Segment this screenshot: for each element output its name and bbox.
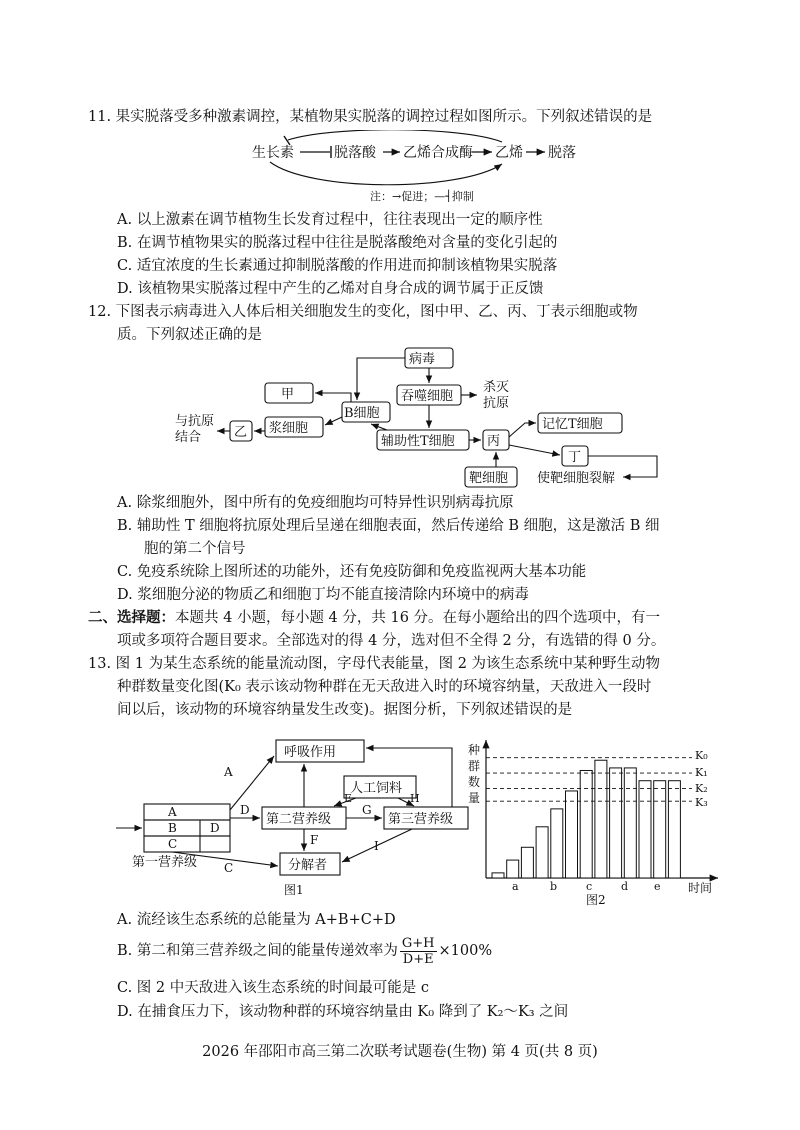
fig1-arrow-f: F: [310, 833, 319, 847]
fraction-numerator: G+H: [401, 935, 435, 951]
fig2-tick-e: e: [654, 880, 661, 893]
fig2-tick-a: a: [512, 880, 519, 893]
q11-option-c: C. 适宜浓度的生长素通过抑制脱落酸的作用进而抑制该植物果实脱落: [117, 258, 558, 274]
q13-option-b-pre: B. 第二和第三营养级之间的能量传递效率为: [117, 943, 398, 959]
fig2-bar: [566, 791, 578, 878]
q12-virus: 病毒: [409, 352, 436, 367]
q13-stem-line2: 种群数量变化图(K₀ 表示该动物种群在无天敌进入时的环境容纳量，天敌进入一段时: [117, 679, 652, 695]
fig1-caption: 图1: [284, 883, 304, 897]
q11-option-d: D. 该植物果实脱落过程中产生的乙烯对自身合成的调节属于正反馈: [117, 281, 544, 297]
q13-option-b: [117, 935, 492, 967]
q13-option-b-post: ×100%: [438, 943, 493, 959]
q13-stem-line3: 间以后，该动物的环境容纳量发生改变)。据图分析，下列叙述错误的是: [117, 702, 573, 718]
q12-ding: 丁: [568, 450, 582, 465]
fig1-respiration: 呼吸作用: [284, 745, 337, 760]
q12-helper-t: 辅助性T细胞: [381, 434, 455, 449]
q12-option-d: D. 浆细胞分泌的物质乙和细胞丁均不能直接清除内环境中的病毒: [117, 587, 529, 603]
fig2-bar: [507, 860, 519, 878]
fig2-tick-d: d: [621, 880, 629, 893]
fig1-third-level: 第三营养级: [388, 812, 454, 827]
fraction-denominator: D+E: [402, 951, 434, 967]
fig1-artificial-feed: 人工饲料: [350, 781, 403, 796]
q13-figure1: [112, 732, 472, 908]
q12-kill-text2: 抗原: [483, 396, 510, 411]
q12-stem-line1: 12. 下图表示病毒进入人体后相关细胞发生的变化，图中甲、乙、丙、丁表示细胞或物: [88, 304, 638, 320]
fig2-k2: K₂: [695, 782, 708, 795]
fig1-arrow-g: G: [362, 803, 372, 817]
q12-diagram: [165, 345, 665, 490]
q13-stem-line1: 13. 图 1 为某生态系统的能量流动图，字母代表能量，图 2 为该生态系统中某种野生动物: [88, 656, 661, 672]
q12-bind-text2: 结合: [175, 430, 202, 445]
q13-option-a: A. 流经该生态系统的总能量为 A+B+C+D: [117, 912, 396, 928]
fig2-bar: [668, 781, 680, 878]
fig1-label-b-box: B: [168, 821, 177, 835]
fig1-arrow-i: I: [374, 839, 379, 853]
q13-figure2: [466, 734, 724, 906]
fig1-second-level: 第二营养级: [266, 812, 332, 827]
q12-option-b-cont: 胞的第二个信号: [144, 541, 246, 557]
q11-node-aba: 脱落酸: [334, 145, 376, 161]
q12-plasma-cell: 浆细胞: [269, 421, 309, 436]
fig2-caption: 图2: [586, 893, 606, 906]
q12-stem-line2: 质。下列叙述正确的是: [117, 327, 262, 343]
q12-bing: 丙: [487, 434, 501, 449]
fig2-bar: [595, 760, 607, 878]
fig1-arrow-h: H: [410, 792, 420, 805]
section2-line1: [88, 608, 660, 628]
fig2-k1: K₁: [695, 766, 708, 779]
q12-target-cell: 靶细胞: [469, 471, 509, 486]
fig2-xlabel: 时间: [688, 881, 713, 895]
fig1-label-c-box: C: [168, 837, 178, 851]
fig2-ylabel-2: 群: [468, 759, 481, 773]
q11-diagram: [240, 130, 600, 202]
fig1-arrow-a: A: [224, 765, 233, 779]
q12-option-a: A. 除浆细胞外，图中所有的免疫细胞均可特异性识别病毒抗原: [117, 495, 514, 511]
fig2-bar: [492, 873, 504, 878]
q12-bind-text1: 与抗原: [175, 414, 215, 429]
q13-option-d: D. 在捕食压力下，该动物种群的环境容纳量由 K₀ 降到了 K₂～K₃ 之间: [117, 1004, 569, 1020]
q12-option-b: B. 辅助性 T 细胞将抗原处理后呈递在细胞表面，然后传递给 B 细胞，这是激活 B 细: [117, 518, 660, 534]
q12-jia: 甲: [281, 387, 295, 402]
q11-legend-note: 注：→促进；—┤抑制: [370, 190, 474, 202]
fig2-tick-b: b: [550, 880, 558, 893]
section2-title: 二、选择题：: [88, 609, 175, 626]
q11-node-ethylene: 乙烯: [495, 145, 523, 161]
q12-lysis: 使靶细胞裂解: [537, 471, 616, 486]
page-footer: 2026 年邵阳市高三第二次联考试题卷(生物) 第 4 页(共 8 页): [202, 1044, 598, 1060]
q12-kill-text1: 杀灭: [483, 380, 510, 395]
q13-option-c: C. 图 2 中天敌进入该生态系统的时间最可能是 c: [117, 980, 429, 996]
fig1-arrow-c: C: [224, 861, 234, 875]
fig2-tick-c: c: [586, 880, 593, 893]
fig1-decomposer: 分解者: [288, 858, 328, 873]
fig1-arrow-e: E: [344, 792, 353, 805]
fig2-k3: K₃: [695, 796, 708, 809]
q11-node-auxin: 生长素: [252, 145, 294, 161]
q11-node-drop: 脱落: [548, 145, 576, 161]
q12-memory-t: 记忆T细胞: [542, 417, 603, 432]
fig1-arrow-d: D: [240, 803, 250, 817]
section2-text1: 本题共 4 小题，每小题 4 分，共 16 分。在每小题给出的四个选项中，有一: [175, 610, 661, 626]
efficiency-fraction: [400, 936, 437, 967]
fig2-bar: [639, 781, 651, 878]
section2-line2: 项或多项符合题目要求。全部选对的得 4 分，选对但不全得 2 分，有选错的得 0 分。: [117, 633, 666, 649]
fig1-label-d-box: D: [210, 821, 220, 835]
fig2-bar: [624, 768, 636, 878]
fig2-bar: [654, 781, 666, 878]
fig2-bar: [580, 770, 592, 878]
fig2-bar: [551, 809, 563, 878]
fig2-bar: [521, 847, 533, 878]
fig2-ylabel-3: 数: [468, 775, 481, 789]
q12-option-c: C. 免疫系统除上图所述的功能外，还有免疫防御和免疫监视两大基本功能: [117, 564, 587, 580]
q11-option-a: A. 以上激素在调节植物生长发育过程中，往往表现出一定的顺序性: [117, 212, 543, 228]
fig1-label-a-box: A: [168, 805, 177, 819]
q11-stem: 11. 果实脱落受多种激素调控，某植物果实脱落的调控过程如图所示。下列叙述错误的是: [88, 109, 653, 125]
fig2-ylabel-4: 量: [468, 791, 481, 805]
fig2-bar: [536, 827, 548, 878]
q11-node-enzyme: 乙烯合成酶: [403, 145, 473, 161]
q12-bcell: B细胞: [344, 406, 380, 421]
q12-yi: 乙: [234, 425, 248, 440]
q11-option-b: B. 在调节植物果实的脱落过程中往往是脱落酸绝对含量的变化引起的: [117, 235, 558, 251]
fig2-bar: [610, 768, 622, 878]
fig2-ylabel-1: 种: [468, 743, 481, 757]
q12-phagocyte: 吞噬细胞: [401, 389, 454, 404]
fig1-first-level: 第一营养级: [132, 855, 198, 870]
fig2-k0: K₀: [695, 749, 708, 762]
